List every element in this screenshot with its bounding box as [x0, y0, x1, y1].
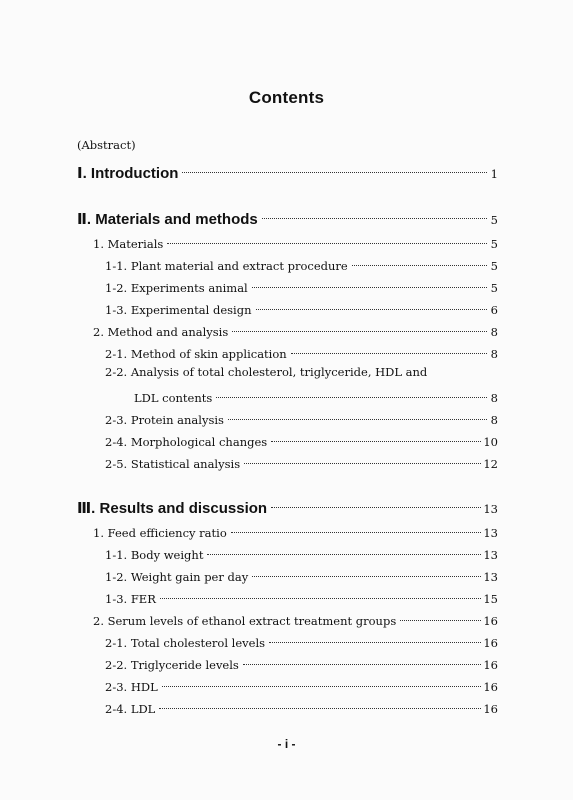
leader-dots	[182, 158, 487, 178]
toc-page-number: 16	[483, 658, 498, 672]
toc-entry-text: 2-5. Statistical analysis	[105, 457, 241, 471]
toc-page-number: 8	[490, 347, 498, 361]
toc-entry-text: Ⅰ. Introduction	[77, 165, 179, 182]
toc-entry	[93, 521, 498, 540]
leader-dots	[228, 408, 487, 424]
toc-entry-text: 2. Serum levels of ethanol extract treatment groups	[93, 614, 397, 628]
toc-page-number: 8	[490, 325, 498, 339]
toc-page-number: 13	[483, 526, 498, 540]
leader-dots	[207, 543, 481, 559]
page-title: Contents	[248, 88, 325, 107]
toc-entry	[93, 232, 498, 251]
toc-entry-text: 1-2. Weight gain per day	[105, 570, 249, 584]
toc-entry-text: 1-2. Experiments animal	[105, 281, 248, 295]
toc-entry	[105, 631, 498, 650]
toc-entry	[105, 254, 498, 273]
leader-dots	[159, 697, 481, 713]
leader-dots	[167, 232, 487, 248]
leader-dots	[256, 298, 488, 314]
toc-entry-text: 2-1. Method of skin application	[105, 347, 287, 361]
abstract-label: (Abstract)	[77, 138, 136, 152]
toc-entry	[105, 298, 498, 317]
toc-entry	[105, 276, 498, 295]
leader-dots	[232, 320, 487, 336]
leader-dots	[252, 276, 487, 292]
leader-dots	[271, 430, 481, 446]
leader-dots	[262, 204, 487, 224]
leader-dots	[400, 609, 481, 625]
toc-entry	[105, 565, 498, 584]
toc-entry-text: 2-3. Protein analysis	[105, 413, 224, 427]
toc-entry-text: Ⅲ. Results and discussion	[77, 500, 268, 517]
leader-dots	[269, 631, 481, 647]
leader-dots	[243, 653, 482, 669]
leader-dots	[160, 587, 481, 603]
toc-page-number: 5	[490, 281, 498, 295]
leader-dots	[252, 565, 481, 581]
toc-entry	[105, 452, 498, 471]
toc-entry	[105, 587, 498, 606]
toc-entry-text: 2-2. Analysis of total cholesterol, triglyceride, HDL and	[105, 365, 428, 379]
toc-entry-text: 1. Materials	[93, 237, 164, 251]
toc-page-number: 1	[490, 167, 498, 181]
toc-entry-text: 1-3. FER	[105, 592, 156, 606]
leader-dots	[271, 493, 481, 513]
toc-entry-text: Ⅱ. Materials and methods	[77, 211, 258, 228]
leader-dots	[231, 521, 482, 537]
toc-entry-text: 2-4. LDL	[105, 702, 156, 716]
toc-entry-text: 1-1. Body weight	[105, 548, 204, 562]
toc-entry	[105, 675, 498, 694]
toc-page-number: 16	[483, 680, 498, 694]
toc-chapter-entry	[77, 493, 498, 517]
toc-entry-text: 2-2. Triglyceride levels	[105, 658, 239, 672]
toc-page-number: 5	[490, 259, 498, 273]
leader-dots	[162, 675, 482, 691]
toc-chapter-entry	[77, 204, 498, 228]
toc-entry-text: 1-3. Experimental design	[105, 303, 252, 317]
toc-entry	[93, 609, 498, 628]
toc-page-number: 5	[490, 237, 498, 251]
toc-page-number: 6	[490, 303, 498, 317]
toc-entry-text: 2-1. Total cholesterol levels	[105, 636, 266, 650]
toc-entry-text: LDL contents	[134, 391, 213, 405]
toc-page-number: 8	[490, 413, 498, 427]
toc-entry	[105, 653, 498, 672]
toc-page-number: 16	[483, 702, 498, 716]
toc-entry-text: 1. Feed efficiency ratio	[93, 526, 227, 540]
toc-page-number: 5	[490, 213, 498, 227]
toc-entry	[105, 342, 498, 361]
toc-entry	[105, 430, 498, 449]
leader-dots	[352, 254, 487, 270]
leader-dots	[291, 342, 487, 358]
leader-dots	[244, 452, 481, 468]
toc-entry-text: 2-3. HDL	[105, 680, 158, 694]
toc-page-number: 13	[483, 502, 498, 516]
toc-page-number: 15	[483, 592, 498, 606]
toc-page-number: 13	[483, 548, 498, 562]
toc-page-number: 10	[483, 435, 498, 449]
toc-entry	[105, 697, 498, 716]
toc-entry-text: 2-4. Morphological changes	[105, 435, 268, 449]
toc-entry-text: 1-1. Plant material and extract procedure	[105, 259, 348, 273]
toc-chapter-entry	[77, 158, 498, 182]
toc-page-number: 12	[483, 457, 498, 471]
toc-page-number: 16	[483, 614, 498, 628]
page-number-footer: - i -	[277, 737, 296, 751]
toc-page-number: 8	[490, 391, 498, 405]
toc-entry	[105, 543, 498, 562]
toc-page-number: 13	[483, 570, 498, 584]
toc-entry	[134, 386, 498, 405]
toc-entry	[93, 320, 498, 339]
toc-page-number: 16	[483, 636, 498, 650]
toc-entry-text: 2. Method and analysis	[93, 325, 229, 339]
toc-entry	[105, 408, 498, 427]
leader-dots	[216, 386, 487, 402]
